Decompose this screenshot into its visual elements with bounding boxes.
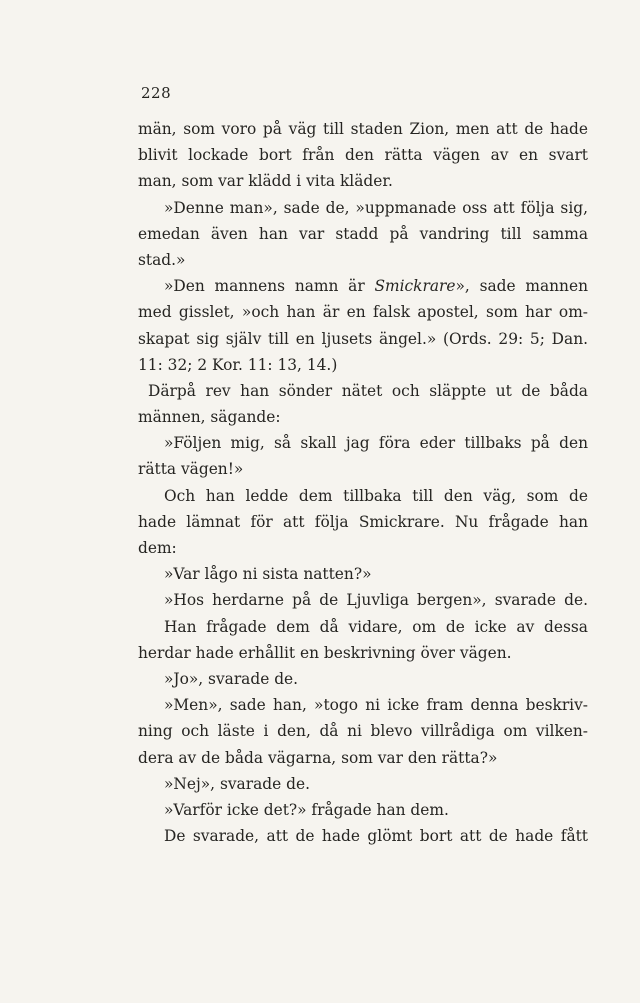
text-line: Han frågade dem då vidare, om de icke av dessa	[164, 617, 588, 636]
text-line: rätta vägen!»	[138, 460, 244, 479]
text-line: männen, sägande:	[138, 408, 281, 427]
text-line: dera av de båda vägarna, som var den rätta?»	[138, 748, 498, 767]
text-line: »Denne man», sade de, »uppmanade oss att följa sig,	[164, 198, 588, 217]
text-line: blivit lockade bort från den rätta vägen av en svart	[138, 146, 588, 165]
text-line: De svarade, att de hade glömt bort att de hade fått	[164, 827, 588, 846]
text-line: »Den mannens namn är Smickrare», sade mannen	[164, 277, 588, 296]
text-line: med gisslet, »och han är en falsk apostel, som har om-	[138, 303, 588, 322]
text-line: skapat sig själv till en ljusets ängel.» (Ords. 29: 5; Dan.	[138, 329, 588, 348]
emphasized-name: Smickrare	[374, 277, 456, 296]
text-line: herdar hade erhållit en beskrivning över vägen.	[138, 643, 512, 662]
text-line: Därpå rev han sönder nätet och släppte ut de båda	[148, 381, 588, 400]
page-number: 228	[141, 84, 172, 102]
text-line: »Följen mig, så skall jag föra eder tillbaks på den	[164, 434, 588, 453]
text-line: »Jo», svarade de.	[164, 669, 299, 688]
text-line: 11: 32; 2 Kor. 11: 13, 14.)	[138, 355, 338, 374]
body-text	[138, 116, 588, 849]
text-line: »Varför icke det?» frågade han dem.	[164, 800, 449, 819]
text-line: emedan även han var stadd på vandring till samma	[138, 224, 588, 243]
text-line: ning och läste i den, då ni blevo villrådiga om vilken-	[138, 722, 588, 741]
text-line: dem:	[138, 539, 177, 557]
text-line: hade lämnat för att följa Smickrare. Nu frågade han	[138, 512, 588, 531]
text-line: Och han ledde dem tillbaka till den väg, som de	[164, 486, 588, 505]
text-line: »Men», sade han, »togo ni icke fram denna beskriv-	[164, 696, 588, 715]
text-line: stad.»	[138, 250, 186, 269]
text-line: män, som voro på väg till staden Zion, men att de hade	[138, 120, 588, 138]
text-line: man, som var klädd i vita kläder.	[138, 172, 393, 191]
text-line: »Var lågo ni sista natten?»	[164, 565, 372, 584]
text-line: »Nej», svarade de.	[164, 774, 310, 793]
text-line: »Hos herdarne på de Ljuvliga bergen», svarade de.	[164, 591, 588, 610]
